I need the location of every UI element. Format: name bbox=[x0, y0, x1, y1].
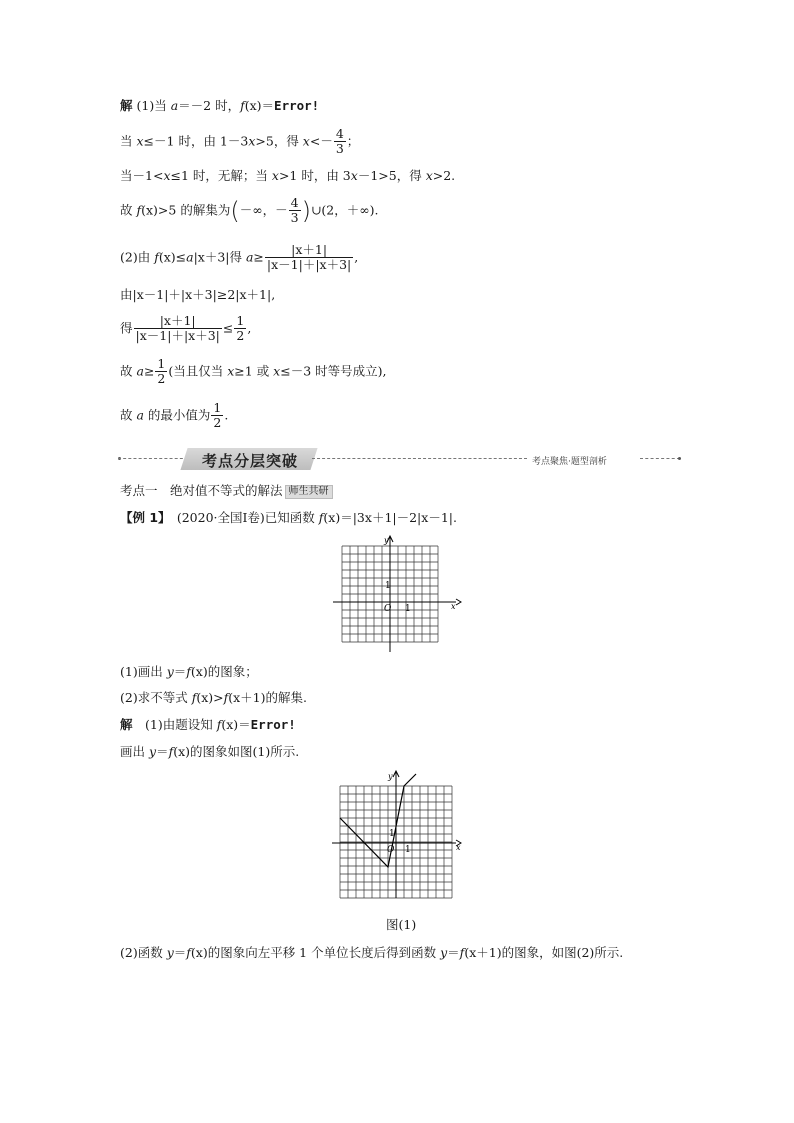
answer-line-1: 解 (1)由题设知 f(x)＝Error! bbox=[120, 717, 296, 732]
example-statement: 【例 1】 (2020·全国Ⅰ卷)已知函数 f(x)＝|3x＋1|－2|x－1|. bbox=[120, 510, 457, 525]
solution2-line-1: (2)由 f(x)≤a|x＋3|得 a≥ $\frac{|x+1|}{|x-1|+|x+3|}$ , bbox=[120, 242, 359, 273]
x-axis-arrow bbox=[456, 599, 461, 605]
fraction: $\frac{1}{2}$ bbox=[157, 356, 166, 387]
origin-label: O bbox=[387, 845, 395, 855]
solution2-line-5: 故 a 的最小值为 $\frac{1}{2}$ . bbox=[120, 400, 229, 431]
x-unit-label: 1 bbox=[405, 845, 411, 855]
figure-caption: 图(1) bbox=[386, 917, 417, 932]
solution-line-1: 解 (1)当 a＝－2 时，f(x)＝Error! bbox=[120, 98, 320, 113]
solution2-line-2: 由|x－1|＋|x＋3|≥2|x＋1|, bbox=[120, 287, 276, 302]
y-unit-label: 1 bbox=[385, 581, 391, 591]
banner-rule-right-end bbox=[640, 458, 680, 459]
origin-label: O bbox=[384, 604, 392, 614]
section-title: 考点分层突破 bbox=[201, 452, 298, 470]
x-unit-label: 1 bbox=[405, 604, 411, 614]
question-1: (1)画出 y＝f(x)的图象； bbox=[120, 664, 258, 679]
solution-line-2: 当 x≤－1 时，由 1－3x>5，得 x<－ $\frac{4}{3}$ ； bbox=[120, 126, 360, 157]
banner-rule-right bbox=[312, 458, 527, 459]
fraction: $\frac{4}{3}$ bbox=[335, 126, 344, 157]
solution-line-4: 故 f(x)>5 的解集为(－∞，－ $\frac{4}{3}$ )∪(2，＋∞). bbox=[120, 195, 379, 226]
topic-badge: 师生共研 bbox=[285, 485, 333, 499]
fraction: $\frac{1}{2}$ bbox=[213, 400, 222, 431]
example-tag: 【例 1】 bbox=[120, 510, 165, 525]
y-unit-label: 1 bbox=[389, 829, 395, 839]
y-axis-label: y bbox=[384, 536, 389, 545]
banner-rule-left bbox=[118, 458, 188, 459]
solution2-line-4: 故 a≥ $\frac{1}{2}$ (当且仅当 x≥1 或 x≤－3 时等号成立), bbox=[120, 356, 387, 387]
coordinate-grid-2 bbox=[330, 766, 465, 901]
solution2-line-3: 得 $\frac{|x+1|}{|x-1|+|x+3|}$ ≤ $\frac{1}{2}$ , bbox=[120, 313, 252, 344]
y-axis-label: y bbox=[388, 772, 393, 781]
section-subtitle: 考点聚焦·题型剖析 bbox=[532, 457, 607, 467]
topic-heading: 考点一 绝对值不等式的解法 师生共研 bbox=[120, 485, 333, 499]
fraction: $\frac{|x+1|}{|x-1|+|x+3|}$ bbox=[135, 313, 220, 344]
coordinate-grid-1 bbox=[330, 532, 465, 657]
question-2: (2)求不等式 f(x)>f(x＋1)的解集. bbox=[120, 690, 307, 705]
answer-line-2: 画出 y＝f(x)的图象如图(1)所示. bbox=[120, 744, 300, 759]
banner-dot-right bbox=[678, 457, 681, 460]
solution-line-3: 当－1<x≤1 时，无解；当 x>1 时，由 3x－1>5，得 x>2. bbox=[120, 168, 456, 183]
fraction: $\frac{1}{2}$ bbox=[236, 313, 245, 344]
fraction: $\frac{4}{3}$ bbox=[290, 195, 299, 226]
x-axis-label: x bbox=[451, 602, 456, 611]
fraction: $\frac{|x+1|}{|x-1|+|x+3|}$ bbox=[266, 242, 352, 273]
final-paragraph: (2)函数 y＝f(x)的图象向左平移 1 个单位长度后得到函数 y＝f(x＋1)的图象，如图(2)所示. bbox=[120, 945, 624, 960]
x-axis-label: x bbox=[456, 843, 461, 852]
